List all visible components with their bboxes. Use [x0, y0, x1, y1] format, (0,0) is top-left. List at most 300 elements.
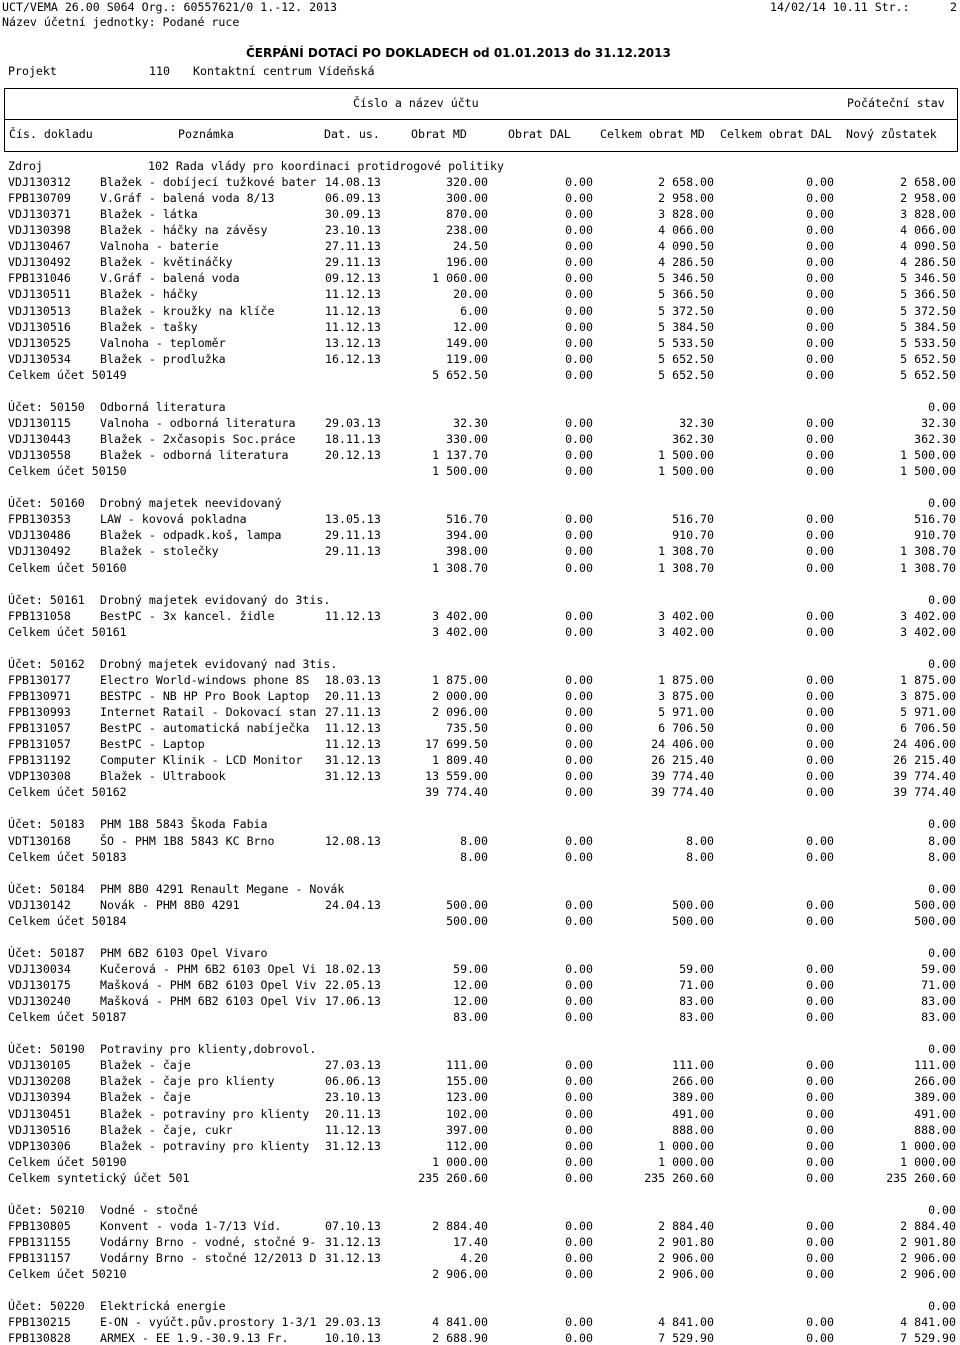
cell-total-dal: 0.00: [806, 528, 834, 543]
cell-date: 31.12.13: [325, 1138, 381, 1153]
cell-total-md: 1 500.00: [658, 448, 714, 463]
cell-doc-no: Zdroj: [8, 159, 43, 173]
cell-total-md: 491.00: [672, 1106, 714, 1121]
table-row: [8, 239, 956, 253]
cell-turnover-dal: 0.00: [565, 753, 593, 768]
table-row: [8, 737, 956, 751]
table-row: [8, 962, 956, 976]
cell-total-dal: 0.00: [806, 1106, 834, 1121]
cell-note: Internet Ratail - Dokovací stan: [100, 705, 317, 720]
cell-turnover-dal: 0.00: [565, 1251, 593, 1266]
cell-total-md: 5 652.50: [658, 367, 714, 382]
cell-total-dal: 0.00: [806, 785, 834, 800]
table-row: [8, 1155, 956, 1169]
cell-turnover-dal: 0.00: [565, 721, 593, 736]
cell-doc-no: FPB130971: [8, 688, 71, 703]
cell-turnover-dal: 0.00: [565, 1154, 593, 1169]
cell-turnover-dal: 0.00: [565, 737, 593, 752]
cell-total-dal: 0.00: [806, 255, 834, 270]
report-system-info: UCT/VEMA 26.00 S064 Org.: 60557621/0 1.-12. 2013: [2, 0, 338, 14]
cell-total-dal: 0.00: [806, 1235, 834, 1250]
cell-new-balance: 24 406.00: [893, 737, 956, 752]
cell-total-dal: 0.00: [806, 753, 834, 768]
cell-doc-no: Účet: 50150: [8, 399, 85, 414]
cell-new-balance: 83.00: [921, 1010, 956, 1025]
cell-note: Odborná literatura: [100, 399, 226, 414]
cell-turnover-md: 155.00: [446, 1074, 488, 1089]
table-row: [8, 657, 956, 671]
cell-note: Blažek - 2xčasopis Soc.práce: [100, 432, 296, 447]
cell-note: Blažek - potraviny pro klienty: [100, 1138, 310, 1153]
cell-new-balance: 8.00: [928, 849, 956, 864]
cell-total-dal: 0.00: [806, 351, 834, 366]
cell-new-balance: 235 260.60: [886, 1170, 956, 1185]
cell-date: 13.05.13: [325, 512, 381, 527]
cell-doc-no: Celkem účet 50160: [8, 560, 127, 575]
cell-total-dal: 0.00: [806, 1154, 834, 1169]
cell-new-balance: 1 308.70: [900, 560, 956, 575]
cell-turnover-dal: 0.00: [565, 367, 593, 382]
cell-total-md: 1 500.00: [658, 464, 714, 479]
cell-new-balance: 59.00: [921, 962, 956, 976]
cell-doc-no: Celkem účet 50161: [8, 624, 127, 639]
cell-new-balance: 39 774.40: [893, 785, 956, 800]
table-row: [8, 817, 956, 831]
cell-turnover-md: 500.00: [446, 913, 488, 928]
table-row: [8, 593, 956, 607]
table-row: [8, 207, 956, 221]
cell-doc-no: VDJ130240: [8, 994, 71, 1009]
cell-total-dal: 0.00: [806, 1267, 834, 1282]
table-row: [8, 304, 956, 318]
cell-new-balance: 83.00: [921, 994, 956, 1009]
cell-date: 17.06.13: [325, 994, 381, 1009]
cell-turnover-md: 20.00: [453, 287, 488, 302]
cell-doc-no: FPB130993: [8, 705, 71, 720]
cell-turnover-dal: 0.00: [565, 1090, 593, 1105]
cell-turnover-md: 516.70: [446, 512, 488, 527]
table-row: [8, 432, 956, 446]
cell-turnover-dal: 0.00: [565, 191, 593, 206]
cell-turnover-dal: 0.00: [565, 1058, 593, 1073]
table-row: [8, 834, 956, 848]
cell-turnover-dal: 0.00: [565, 624, 593, 639]
cell-turnover-md: 2 000.00: [432, 688, 488, 703]
cell-total-dal: 0.00: [806, 1170, 834, 1185]
cell-turnover-dal: 0.00: [565, 688, 593, 703]
cell-total-md: 1 875.00: [658, 672, 714, 687]
cell-turnover-dal: 0.00: [565, 415, 593, 430]
cell-note: Konvent - voda 1-7/13 Víd.: [100, 1218, 282, 1233]
cell-total-dal: 0.00: [806, 978, 834, 993]
cell-turnover-dal: 0.00: [565, 833, 593, 848]
cell-doc-no: VDJ130142: [8, 897, 71, 912]
cell-turnover-dal: 0.00: [565, 544, 593, 559]
table-row: [8, 1219, 956, 1233]
cell-total-dal: 0.00: [806, 1074, 834, 1089]
cell-new-balance: 0.00: [928, 1299, 956, 1314]
cell-note: PHM 1B8 5843 Škoda Fabia: [100, 817, 268, 832]
cell-date: 11.12.13: [325, 608, 381, 623]
cell-total-dal: 0.00: [806, 1090, 834, 1105]
cell-turnover-dal: 0.00: [565, 608, 593, 623]
cell-turnover-md: 102.00: [446, 1106, 488, 1121]
cell-turnover-dal: 0.00: [565, 1010, 593, 1025]
cell-total-md: 266.00: [672, 1074, 714, 1089]
col-header-total-md: Celkem obrat MD: [600, 127, 705, 141]
table-row: [8, 609, 956, 623]
cell-date: 16.12.13: [325, 351, 381, 366]
col-header-note: Poznámka: [178, 127, 234, 141]
cell-date: 24.04.13: [325, 897, 381, 912]
cell-note: Kučerová - PHM 6B2 6103 Opel Vi: [100, 962, 317, 976]
print-date-page-label: 14/02/14 10.11 Str.:: [770, 0, 910, 14]
cell-date: 29.03.13: [325, 415, 381, 430]
cell-date: 14.08.13: [325, 175, 381, 190]
cell-turnover-dal: 0.00: [565, 1122, 593, 1137]
cell-note: PHM 8B0 4291 Renault Megane - Novák: [100, 881, 345, 896]
cell-total-md: 5 384.50: [658, 319, 714, 334]
cell-total-md: 6 706.50: [658, 721, 714, 736]
cell-total-md: 4 286.50: [658, 255, 714, 270]
cell-total-dal: 0.00: [806, 721, 834, 736]
table-header-box: [4, 88, 958, 152]
table-row: [8, 561, 956, 575]
cell-turnover-dal: 0.00: [565, 1106, 593, 1121]
cell-turnover-dal: 0.00: [565, 223, 593, 238]
cell-total-md: 1 000.00: [658, 1138, 714, 1153]
cell-turnover-md: 12.00: [453, 978, 488, 993]
cell-total-md: 362.30: [672, 432, 714, 447]
cell-turnover-dal: 0.00: [565, 1331, 593, 1345]
cell-turnover-md: 2 884.40: [432, 1218, 488, 1233]
cell-total-dal: 0.00: [806, 367, 834, 382]
cell-date: 09.12.13: [325, 271, 381, 286]
cell-note: ŠO - PHM 1B8 5843 KC Brno: [100, 833, 275, 848]
table-row: [8, 1074, 956, 1088]
cell-total-dal: 0.00: [806, 688, 834, 703]
report-title: ČERPÁNÍ DOTACÍ PO DOKLADECH od 01.01.2013 do 31.12.2013: [246, 46, 671, 60]
cell-turnover-md: 3 402.00: [432, 624, 488, 639]
cell-new-balance: 266.00: [914, 1074, 956, 1089]
cell-doc-no: VDJ130451: [8, 1106, 71, 1121]
cell-doc-no: FPB131057: [8, 737, 71, 752]
cell-total-dal: 0.00: [806, 287, 834, 302]
table-row: [8, 577, 956, 591]
cell-date: 11.12.13: [325, 303, 381, 318]
cell-doc-no: VDJ130312: [8, 175, 71, 190]
cell-total-dal: 0.00: [806, 207, 834, 222]
cell-turnover-dal: 0.00: [565, 1138, 593, 1153]
cell-note: Blažek - látka: [100, 207, 198, 222]
cell-date: 31.12.13: [325, 1251, 381, 1266]
cell-total-md: 1 308.70: [658, 560, 714, 575]
cell-doc-no: Účet: 50187: [8, 945, 85, 960]
cell-total-dal: 0.00: [806, 303, 834, 318]
cell-total-dal: 0.00: [806, 335, 834, 350]
cell-new-balance: 0.00: [928, 592, 956, 607]
cell-turnover-md: 1 060.00: [432, 271, 488, 286]
table-row: [8, 464, 956, 478]
cell-note: Drobný majetek evidovaný nad 3tis.: [100, 656, 338, 671]
cell-total-dal: 0.00: [806, 1122, 834, 1137]
cell-turnover-md: 5 652.50: [432, 367, 488, 382]
table-row: [8, 512, 956, 526]
cell-date: 11.12.13: [325, 319, 381, 334]
cell-note: Blažek - tašky: [100, 319, 198, 334]
cell-date: 06.09.13: [325, 191, 381, 206]
table-row: [8, 496, 956, 510]
cell-total-dal: 0.00: [806, 897, 834, 912]
cell-turnover-md: 870.00: [446, 207, 488, 222]
cell-new-balance: 2 658.00: [900, 175, 956, 190]
cell-doc-no: VDJ130558: [8, 448, 71, 463]
cell-total-dal: 0.00: [806, 962, 834, 976]
cell-doc-no: Celkem účet 50190: [8, 1154, 127, 1169]
cell-new-balance: 5 366.50: [900, 287, 956, 302]
cell-new-balance: 5 971.00: [900, 705, 956, 720]
cell-new-balance: 0.00: [928, 656, 956, 671]
cell-turnover-md: 6.00: [460, 303, 488, 318]
cell-total-dal: 0.00: [806, 769, 834, 784]
table-row: [8, 384, 956, 398]
cell-turnover-md: 397.00: [446, 1122, 488, 1137]
cell-new-balance: 3 402.00: [900, 624, 956, 639]
table-row: [8, 866, 956, 880]
cell-new-balance: 3 875.00: [900, 688, 956, 703]
cell-doc-no: FPB131157: [8, 1251, 71, 1266]
cell-total-dal: 0.00: [806, 1251, 834, 1266]
table-row: [8, 1283, 956, 1297]
cell-turnover-md: 24.50: [453, 239, 488, 254]
accounting-unit-name: Název účetní jednotky: Podané ruce: [2, 15, 240, 29]
cell-doc-no: VDJ130511: [8, 287, 71, 302]
cell-date: 18.11.13: [325, 432, 381, 447]
table-row: [8, 1251, 956, 1265]
cell-new-balance: 7 529.90: [900, 1331, 956, 1345]
table-row: [8, 1123, 956, 1137]
cell-turnover-dal: 0.00: [565, 672, 593, 687]
cell-turnover-md: 123.00: [446, 1090, 488, 1105]
cell-total-dal: 0.00: [806, 994, 834, 1009]
cell-turnover-md: 394.00: [446, 528, 488, 543]
cell-doc-no: Účet: 50183: [8, 817, 85, 832]
cell-note: E-ON - vyúčt.pův.prostory 1-3/1: [100, 1315, 317, 1330]
table-row: [8, 1026, 956, 1040]
cell-turnover-md: 149.00: [446, 335, 488, 350]
cell-doc-no: Účet: 50160: [8, 496, 85, 511]
cell-turnover-dal: 0.00: [565, 528, 593, 543]
cell-doc-no: VDT130168: [8, 833, 71, 848]
cell-total-md: 39 774.40: [651, 769, 714, 784]
cell-total-md: 4 066.00: [658, 223, 714, 238]
table-row: [8, 336, 956, 350]
cell-turnover-md: 2 906.00: [432, 1267, 488, 1282]
cell-turnover-md: 3 402.00: [432, 608, 488, 623]
cell-doc-no: FPB131192: [8, 753, 71, 768]
cell-total-dal: 0.00: [806, 464, 834, 479]
cell-doc-no: Účet: 50161: [8, 592, 85, 607]
cell-total-dal: 0.00: [806, 849, 834, 864]
cell-turnover-dal: 0.00: [565, 512, 593, 527]
table-row: [8, 448, 956, 462]
cell-note: PHM 6B2 6103 Opel Vivaro: [100, 945, 268, 960]
cell-date: 27.11.13: [325, 705, 381, 720]
cell-turnover-dal: 0.00: [565, 769, 593, 784]
cell-turnover-dal: 0.00: [565, 335, 593, 350]
cell-total-md: 59.00: [679, 962, 714, 976]
cell-new-balance: 71.00: [921, 978, 956, 993]
cell-turnover-dal: 0.00: [565, 1218, 593, 1233]
cell-doc-no: Celkem účet 50150: [8, 464, 127, 479]
cell-note: Vodárny Brno - stočné 12/2013 D: [100, 1251, 317, 1266]
cell-turnover-md: 112.00: [446, 1138, 488, 1153]
cell-turnover-md: 2 096.00: [432, 705, 488, 720]
cell-total-md: 8.00: [686, 833, 714, 848]
cell-turnover-md: 17 699.50: [425, 737, 488, 752]
cell-turnover-dal: 0.00: [565, 785, 593, 800]
cell-note: Vodné - stočné: [100, 1202, 198, 1217]
cell-total-dal: 0.00: [806, 1315, 834, 1330]
cell-doc-no: VDJ130516: [8, 319, 71, 334]
table-row: [8, 801, 956, 815]
cell-note: V.Gráf - balená voda: [100, 271, 240, 286]
cell-new-balance: 5 533.50: [900, 335, 956, 350]
cell-doc-no: Účet: 50184: [8, 881, 85, 896]
cell-new-balance: 3 828.00: [900, 207, 956, 222]
cell-doc-no: FPB130709: [8, 191, 71, 206]
cell-total-md: 3 828.00: [658, 207, 714, 222]
cell-new-balance: 888.00: [914, 1122, 956, 1137]
cell-turnover-dal: 0.00: [565, 175, 593, 190]
cell-date: 07.10.13: [325, 1218, 381, 1233]
cell-date: 31.12.13: [325, 1235, 381, 1250]
cell-date: 27.03.13: [325, 1058, 381, 1073]
cell-new-balance: 4 286.50: [900, 255, 956, 270]
cell-total-dal: 0.00: [806, 608, 834, 623]
cell-turnover-dal: 0.00: [565, 351, 593, 366]
cell-turnover-md: 235 260.60: [418, 1170, 488, 1185]
col-header-doc-no: Čís. dokladu: [9, 127, 93, 141]
cell-note: Blažek - čaje: [100, 1058, 191, 1073]
cell-turnover-dal: 0.00: [565, 255, 593, 270]
cell-turnover-md: 39 774.40: [425, 785, 488, 800]
cell-turnover-md: 4.20: [460, 1251, 488, 1266]
cell-doc-no: Účet: 50210: [8, 1202, 85, 1217]
cell-turnover-md: 1 000.00: [432, 1154, 488, 1169]
cell-date: 22.05.13: [325, 978, 381, 993]
opening-balance-caption: Počáteční stav: [847, 96, 945, 110]
cell-total-dal: 0.00: [806, 175, 834, 190]
table-row: [8, 978, 956, 992]
cell-turnover-dal: 0.00: [565, 849, 593, 864]
cell-turnover-md: 119.00: [446, 351, 488, 366]
cell-total-md: 3 875.00: [658, 688, 714, 703]
cell-new-balance: 389.00: [914, 1090, 956, 1105]
cell-total-dal: 0.00: [806, 191, 834, 206]
cell-total-dal: 0.00: [806, 319, 834, 334]
cell-note: BestPC - automatická nabíječka: [100, 721, 310, 736]
table-row: [8, 1107, 956, 1121]
cell-turnover-md: 83.00: [453, 1010, 488, 1025]
cell-new-balance: 1 000.00: [900, 1154, 956, 1169]
col-header-date: Dat. us.: [324, 127, 380, 141]
cell-date: 10.10.13: [325, 1331, 381, 1345]
cell-new-balance: 26 215.40: [893, 753, 956, 768]
cell-turnover-md: 4 841.00: [432, 1315, 488, 1330]
cell-total-dal: 0.00: [806, 271, 834, 286]
cell-doc-no: VDJ130516: [8, 1122, 71, 1137]
cell-total-md: 111.00: [672, 1058, 714, 1073]
cell-total-md: 24 406.00: [651, 737, 714, 752]
cell-doc-no: Účet: 50162: [8, 656, 85, 671]
cell-date: 06.06.13: [325, 1074, 381, 1089]
cell-doc-no: VDJ130443: [8, 432, 71, 447]
table-row: [8, 1058, 956, 1072]
cell-new-balance: 5 346.50: [900, 271, 956, 286]
project-name: Kontaktní centrum Vídeňská: [193, 64, 375, 78]
table-row: [8, 480, 956, 494]
cell-doc-no: FPB130828: [8, 1331, 71, 1345]
cell-total-md: 500.00: [672, 913, 714, 928]
table-row: [8, 769, 956, 783]
cell-new-balance: 0.00: [928, 399, 956, 414]
cell-total-md: 2 901.80: [658, 1235, 714, 1250]
cell-doc-no: VDJ130208: [8, 1074, 71, 1089]
cell-new-balance: 500.00: [914, 897, 956, 912]
cell-note: Blažek - stolečky: [100, 544, 219, 559]
cell-total-md: 39 774.40: [651, 785, 714, 800]
cell-total-md: 2 958.00: [658, 191, 714, 206]
cell-date: 20.11.13: [325, 688, 381, 703]
cell-turnover-dal: 0.00: [565, 1267, 593, 1282]
cell-date: 31.12.13: [325, 753, 381, 768]
cell-note: Drobný majetek evidovaný do 3tis.: [100, 592, 331, 607]
cell-turnover-md: 238.00: [446, 223, 488, 238]
cell-doc-no: VDJ130467: [8, 239, 71, 254]
project-label: Projekt: [8, 64, 57, 78]
table-row: [8, 1010, 956, 1024]
cell-new-balance: 0.00: [928, 1202, 956, 1217]
cell-turnover-md: 59.00: [453, 962, 488, 976]
cell-note: Blažek - čaje: [100, 1090, 191, 1105]
cell-date: 11.12.13: [325, 287, 381, 302]
cell-new-balance: 491.00: [914, 1106, 956, 1121]
cell-total-dal: 0.00: [806, 239, 834, 254]
cell-turnover-dal: 0.00: [565, 287, 593, 302]
cell-new-balance: 5 652.50: [900, 351, 956, 366]
cell-date: 11.12.13: [325, 721, 381, 736]
cell-total-dal: 0.00: [806, 913, 834, 928]
cell-new-balance: 1 875.00: [900, 672, 956, 687]
cell-new-balance: 39 774.40: [893, 769, 956, 784]
cell-note: V.Gráf - balená voda 8/13: [100, 191, 275, 206]
cell-total-md: 4 841.00: [658, 1315, 714, 1330]
cell-total-md: 71.00: [679, 978, 714, 993]
cell-note: Blažek - Ultrabook: [100, 769, 226, 784]
table-row: [8, 930, 956, 944]
table-row: [8, 1171, 956, 1185]
account-caption: Číslo a název účtu: [353, 96, 479, 110]
table-row: [8, 1139, 956, 1153]
cell-turnover-md: 13 559.00: [425, 769, 488, 784]
cell-date: 18.02.13: [325, 962, 381, 976]
cell-total-md: 888.00: [672, 1122, 714, 1137]
cell-new-balance: 6 706.50: [900, 721, 956, 736]
cell-date: 30.09.13: [325, 207, 381, 222]
table-row: [8, 1331, 956, 1345]
table-row: [8, 528, 956, 542]
